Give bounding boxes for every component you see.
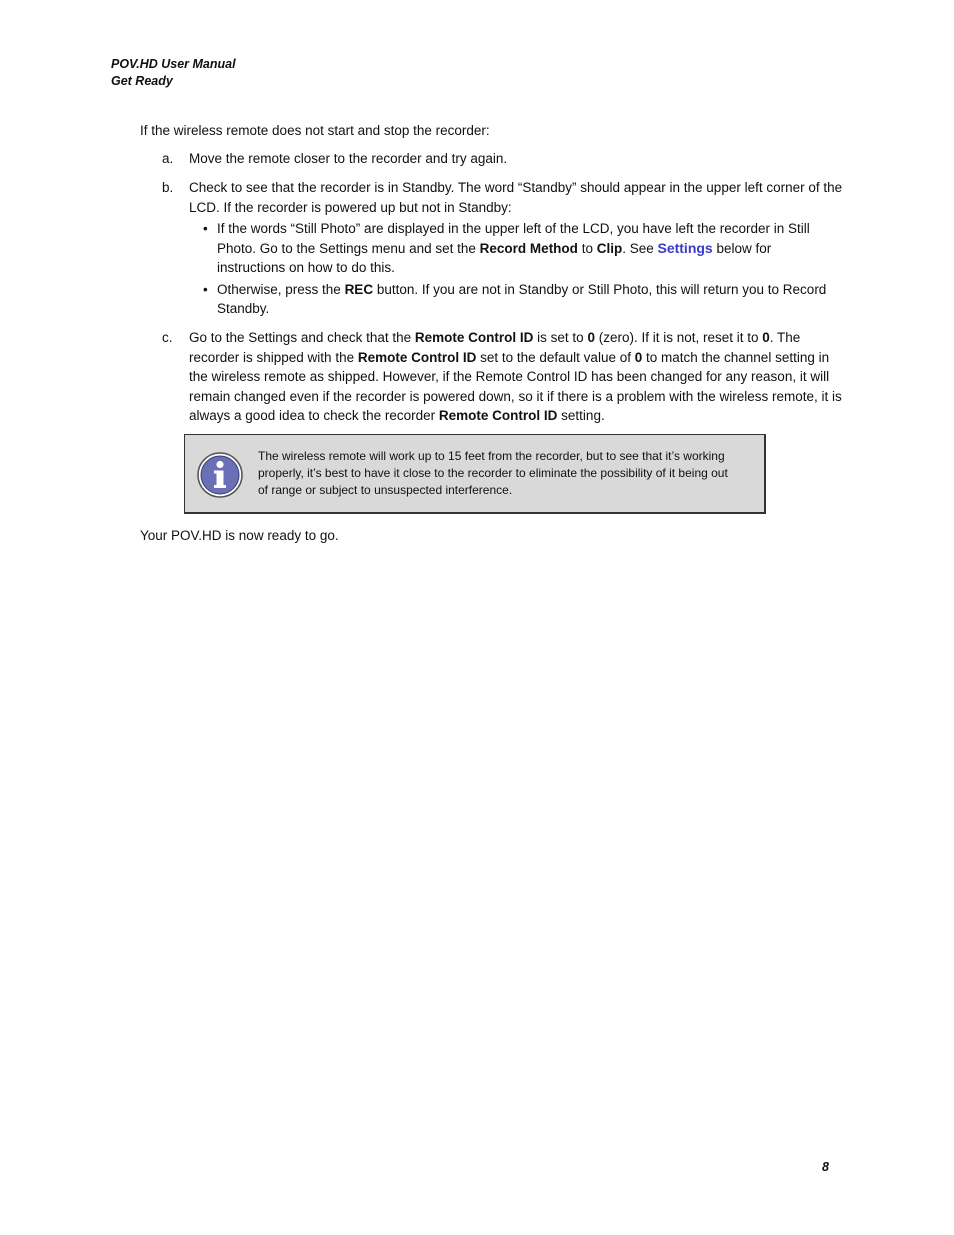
step-c-marker: c. [162, 330, 173, 345]
step-c-text-part: . The recorder is shipped with the [189, 330, 801, 365]
step-c-text-part: set to the default value of [476, 349, 635, 365]
page-number: 8 [822, 1160, 829, 1174]
info-note-box [184, 434, 766, 514]
bullet-still-photo [201, 219, 841, 278]
bullet-text: . See [622, 240, 658, 256]
step-c-text-part: Go to the Settings and check that the [189, 330, 415, 345]
bullet-dot: • [203, 221, 208, 236]
bullet-dot: • [203, 281, 208, 297]
manual-title: POV.HD User Manual [111, 57, 236, 71]
step-a [162, 149, 844, 169]
bold-clip: Clip [596, 240, 623, 256]
outro-paragraph: Your POV.HD is now ready to go. [140, 528, 339, 543]
bullet-text: If the words “Still Photo” are displayed in the upper left of the LCD, you have left the recorder in Still Photo. Go to the Settings menu and set the [217, 221, 810, 256]
info-note-text: The wireless remote will work up to 15 feet from the recorder, but to see that it’s working properly, it’s best to have it close to the recorder to eliminate the possibility of it being out of range or subject to unsuspected interference. [258, 449, 728, 497]
bold-remote-control-id: Remote Control ID [414, 330, 534, 345]
step-c-text-part: (zero). If it is not, reset it to [594, 330, 763, 345]
bold-remote-control-id: Remote Control ID [438, 408, 558, 423]
bold-rec: REC [344, 281, 374, 297]
bold-remote-control-id: Remote Control ID [357, 349, 477, 365]
intro-paragraph: If the wireless remote does not start and stop the recorder: [140, 123, 490, 138]
step-c-text-part: is set to [533, 330, 588, 345]
step-b-text: Check to see that the recorder is in Standby. The word “Standby” should appear in the upper left corner of the LCD. If the recorder is powered up but not in Standby: [189, 180, 843, 215]
settings-link[interactable]: Settings [657, 239, 713, 256]
section-title: Get Ready [111, 74, 173, 88]
bold-record-method: Record Method [479, 240, 578, 256]
info-icon [197, 452, 243, 498]
bullet-text: Otherwise, press the [217, 281, 345, 297]
bold-zero: 0 [634, 349, 643, 365]
step-a-marker: a. [162, 151, 174, 166]
step-c-text-part: to match the channel setting in the wireless remote as shipped. However, if the Remote Control ID has been changed for any reason, it will remain changed even if the recorder is powered down, so it if there is a problem with the wireless remote, it is always a good idea to check the recorder [189, 349, 842, 423]
step-b-marker: b. [162, 180, 174, 195]
step-c [162, 328, 844, 426]
step-c-text-part: setting. [557, 408, 605, 423]
bullet-text: below for instructions on how to do this. [217, 240, 772, 275]
bold-zero: 0 [762, 330, 770, 345]
bold-zero: 0 [587, 330, 595, 345]
step-a-text: Move the remote closer to the recorder and try again. [189, 151, 508, 166]
bullet-text: to [577, 240, 597, 256]
step-b [162, 178, 844, 217]
step-b-bullets [201, 219, 841, 321]
bullet-otherwise [201, 280, 841, 319]
page-header [111, 56, 236, 90]
step-c-text [189, 328, 844, 426]
bullet-text: button. If you are not in Standby or Still Photo, this will return you to Record Standby. [217, 281, 827, 316]
